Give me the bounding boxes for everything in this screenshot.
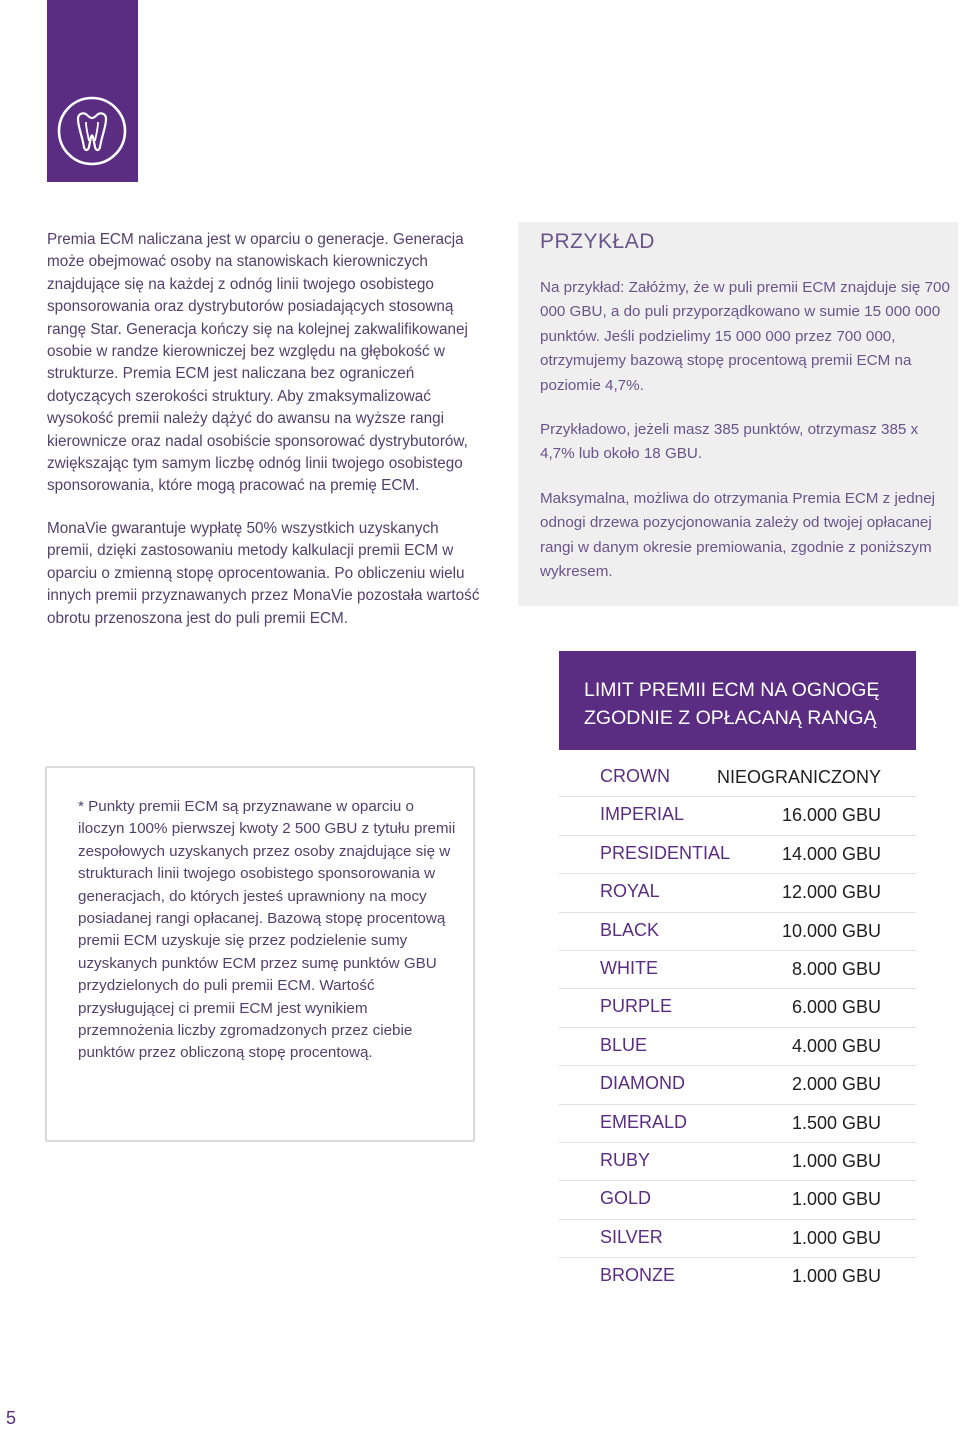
left-column-text bbox=[47, 229, 487, 650]
rank-limit: 16.000 GBU bbox=[781, 805, 881, 826]
limit-banner-line1: LIMIT PREMII ECM NA OGNOGĘ bbox=[584, 679, 880, 701]
example-paragraph: Maksymalna, możliwa do otrzymania Premia ECM z jednej odnogi drzewa pozycjonowania zależy od twojej opłacanej rangi w danym okresie premiowania, zgodnie z poniższym wykresem. bbox=[540, 489, 936, 581]
rank-name: BRONZE bbox=[600, 1265, 676, 1286]
rank-row bbox=[559, 797, 916, 835]
rank-row bbox=[559, 1258, 916, 1296]
limit-banner bbox=[559, 651, 916, 750]
rank-name: PRESIDENTIAL bbox=[600, 842, 731, 863]
footnote-text: * Punkty premii ECM są przyznawane w oparciu o iloczyn 100% pierwszej kwoty 2 500 GBU z tytułu premii zespołowych uzyskanych przez osoby znajdujące się w strukturach linii twojego osobistego sponsorowania w generacjach, do których jesteś uprawniony na mocy posiadanej rangi opłacanej. Bazową stopę procentową premii ECM uzyskuje się przez podzielenie sumy uzyskanych punktów ECM przez sumę punktów GBU przydzielonych do puli premii ECM. Wartość przysługującej ci premii ECM jest wynikiem przemnożenia liczby zgromadzonych przez ciebie punktów przez obliczoną stopę procentową. bbox=[78, 798, 456, 1062]
rank-limit: 1.000 GBU bbox=[791, 1189, 881, 1210]
footnote-box bbox=[45, 766, 475, 1142]
rank-name: SILVER bbox=[600, 1226, 663, 1247]
rank-limit: 1.000 GBU bbox=[791, 1266, 881, 1287]
rank-limit: 12.000 GBU bbox=[781, 882, 881, 903]
example-title: PRZYKŁAD bbox=[540, 230, 655, 253]
logo-tab bbox=[47, 0, 138, 182]
rank-limit: 1.500 GBU bbox=[791, 1112, 881, 1133]
rank-limit: NIEOGRANICZONY bbox=[716, 767, 881, 787]
rank-row bbox=[559, 836, 916, 874]
limit-banner-line2: ZGODNIE Z OPŁACANĄ RANGĄ bbox=[584, 707, 877, 729]
ecm-generation-paragraph: Premia ECM naliczana jest w oparciu o generacje. Generacja może obejmować osoby na stanowiskach kierowniczych znajdujące się na każdej z odnóg linii twojego osobistego sponsorowania oraz dystrybutorów posiadających stosowną rangę Star. Generacja kończy się na kolejnej zakwalifikowanej osobie w randze kierowniczej bez względu na głębokość w strukturze. Premia ECM jest naliczana bez ograniczeń dotyczących szerokości struktury. Aby zmaksymalizować wysokość premii należy dążyć do awansu na wyższe rangi kierownicze oraz nadal osobiście sponsorować dystrybutorów, zwiększając tym samym liczbę odnóg linii twojego osobistego sponsorowania, które mogą pracować na premię ECM. bbox=[47, 231, 468, 495]
rank-limit: 4.000 GBU bbox=[791, 1035, 881, 1056]
rank-name: ROYAL bbox=[600, 881, 660, 902]
rank-row bbox=[559, 913, 916, 951]
rank-limit-table bbox=[559, 759, 916, 1296]
monavie-guarantee-paragraph: MonaVie gwarantuje wypłatę 50% wszystkich uzyskanych premii, dzięki zastosowaniu metody kalkulacji premii ECM w oparciu o zmienną stopę oprocentowania. Po obliczeniu wielu innych premii przyznawanych przez MonaVie pozostała wartość obrotu przenoszona jest do puli premii ECM. bbox=[47, 519, 480, 627]
rank-row bbox=[559, 1220, 916, 1258]
rank-name: WHITE bbox=[600, 957, 658, 978]
rank-name: IMPERIAL bbox=[600, 804, 685, 825]
rank-limit: 10.000 GBU bbox=[781, 920, 881, 941]
rank-row bbox=[559, 1066, 916, 1104]
example-paragraph: Przykładowo, jeżeli masz 385 punktów, otrzymasz 385 x 4,7% lub około 18 GBU. bbox=[540, 421, 919, 463]
rank-name: CROWN bbox=[600, 766, 670, 786]
rank-row bbox=[559, 1105, 916, 1143]
rank-name: GOLD bbox=[600, 1188, 652, 1209]
rank-limit: 2.000 GBU bbox=[791, 1074, 881, 1095]
monavie-tooth-logo-icon bbox=[56, 95, 128, 167]
example-box bbox=[518, 222, 958, 606]
rank-row bbox=[559, 1028, 916, 1066]
example-body bbox=[540, 276, 950, 604]
rank-row bbox=[559, 759, 916, 797]
rank-limit: 1.000 GBU bbox=[791, 1150, 881, 1171]
rank-name: RUBY bbox=[600, 1149, 651, 1170]
rank-name: BLACK bbox=[600, 919, 660, 940]
rank-name: DIAMOND bbox=[600, 1073, 685, 1094]
rank-name: PURPLE bbox=[600, 996, 673, 1017]
example-paragraph: Na przykład: Załóżmy, że w puli premii ECM znajduje się 700 000 GBU, a do puli przyporządkowano w sumie 15 000 000 punktów. Jeśli podzielimy 15 000 000 przez 700 000, otrzymujemy bazową stopę procentową premii ECM na poziomie 4,7%. bbox=[540, 279, 950, 394]
rank-row bbox=[559, 989, 916, 1027]
rank-limit: 1.000 GBU bbox=[791, 1227, 881, 1248]
rank-limit: 8.000 GBU bbox=[791, 958, 881, 979]
rank-limit: 14.000 GBU bbox=[781, 843, 881, 864]
rank-row bbox=[559, 1181, 916, 1219]
rank-limit: 6.000 GBU bbox=[791, 997, 881, 1018]
rank-row bbox=[559, 874, 916, 912]
rank-row bbox=[559, 951, 916, 989]
page-number: 5 bbox=[6, 1408, 17, 1428]
rank-name: EMERALD bbox=[600, 1111, 688, 1132]
rank-row bbox=[559, 1143, 916, 1181]
rank-name: BLUE bbox=[600, 1034, 648, 1055]
